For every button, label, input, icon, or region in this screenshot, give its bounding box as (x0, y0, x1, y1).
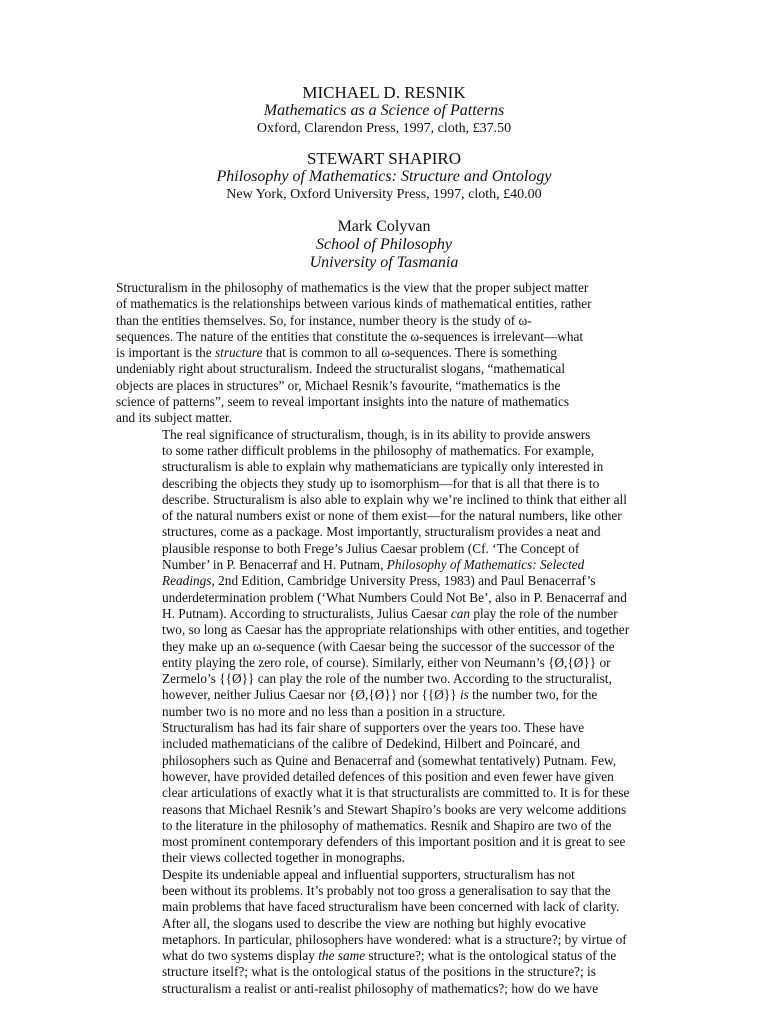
text-line: included mathematicians of the calibre of Dedekind, Hilbert and Poincaré, and (162, 736, 580, 752)
text-line: main problems that have faced structuralism have been concerned with lack of clarity. (162, 899, 620, 915)
review-body (116, 280, 658, 997)
text-line: structuralism a realist or anti-realist philosophy of mathematics?; how do we have (162, 980, 599, 996)
text-line: is important is the structure that is common to all ω-sequences. There is something (116, 345, 557, 361)
text-line: however, neither Julius Caesar nor {Ø,{Ø}} nor {{Ø}} is the number two, for the (162, 687, 598, 703)
text-line: most prominent contemporary defenders of this important position and it is great to see (162, 834, 626, 850)
text-line: structuralism is able to explain why mathematicians are typically only interested in (162, 459, 604, 475)
text-line: structures, come as a package. Most importantly, structuralism provides a neat and (162, 524, 601, 540)
text-line: structure itself?; what is the ontological status of the positions in the structure?; is (162, 964, 596, 980)
text-line: than the entities themselves. So, for instance, number theory is the study of ω- (116, 312, 532, 328)
paragraph (116, 427, 658, 720)
paragraph (116, 867, 658, 997)
text-line: of the natural numbers exist or none of them exist—for the natural numbers, like other (162, 508, 622, 524)
text-line: Structuralism has had its fair share of supporters over the years too. These have (162, 720, 585, 736)
text-line: their views collected together in monographs. (162, 850, 405, 866)
book-author: STEWART SHAPIRO (306, 149, 462, 168)
text-line: what do two systems display the same structure?; what is the ontological status of the (162, 948, 617, 964)
book-author: MICHAEL D. RESNIK (302, 83, 466, 102)
text-line: entity playing the zero role, of course). Similarly, either von Neumann’s {Ø,{Ø}} or (162, 654, 611, 670)
text-line: H. Putnam). According to structuralists, Julius Caesar can play the role of the number (162, 605, 618, 621)
text-line: Despite its undeniable appeal and influential supporters, structuralism has not (162, 866, 575, 882)
text-line: been without its problems. It’s probably not too gross a generalisation to say that the (162, 882, 611, 898)
text-line: metaphors. In particular, philosophers have wondered: what is a structure?; by virtue of (162, 931, 627, 947)
book-title: Mathematics as a Science of Patterns (263, 102, 505, 119)
reviewer-name: Mark Colyvan (337, 218, 431, 235)
book-publication: Oxford, Clarendon Press, 1997, cloth, £37.50 (256, 121, 512, 136)
text-line: undeniably right about structuralism. Indeed the structuralist slogans, “mathematical (116, 361, 566, 377)
reviewer-department: School of Philosophy (316, 236, 452, 253)
text-line: underdetermination problem (‘What Numbers Could Not Be’, also in P. Benacerraf and (162, 589, 627, 605)
text-line: and its subject matter. (116, 410, 232, 426)
text-line: The real significance of structuralism, though, is in its ability to provide answers (162, 426, 591, 442)
text-line: Readings, 2nd Edition, Cambridge University Press, 1983) and Paul Benacerraf’s (162, 573, 596, 589)
text-line: clear articulations of exactly what it is that structuralists are committed to. It is for these (162, 785, 630, 801)
reviewer-university: University of Tasmania (309, 254, 459, 271)
text-line: philosophers such as Quine and Benacerraf and (somewhat tentatively) Putnam. Few, (162, 752, 617, 768)
text-line: to some rather difficult problems in the philosophy of mathematics. For example, (162, 442, 595, 458)
reviewer-block (0, 218, 768, 272)
text-line: describing the objects they study up to isomorphism—for that is all that there is to (162, 475, 600, 491)
text-line: Structuralism in the philosophy of mathematics is the view that the proper subject matter (116, 280, 589, 295)
text-line: Number’ in P. Benacerraf and H. Putnam, Philosophy of Mathematics: Selected (162, 557, 585, 573)
book-publication: New York, Oxford University Press, 1997, cloth, £40.00 (226, 187, 542, 202)
text-line: plausible response to both Frege’s Julius Caesar problem (Cf. ‘The Concept of (162, 540, 580, 556)
text-line: reasons that Michael Resnik’s and Stewart Shapiro’s books are very welcome additions (162, 801, 627, 817)
text-line: objects are places in structures” or, Michael Resnik’s favourite, “mathematics is the (116, 377, 561, 393)
paragraph (116, 280, 658, 427)
text-line: describe. Structuralism is also able to explain why we’re inclined to think that either all (162, 491, 627, 507)
book-citation-resnik (0, 84, 768, 138)
paragraph (116, 720, 658, 867)
text-line: to the literature in the philosophy of mathematics. Resnik and Shapiro are two of the (162, 817, 612, 833)
book-citation-shapiro (0, 150, 768, 204)
text-line: of mathematics is the relationships between various kinds of mathematical entities, rather (116, 296, 592, 312)
text-line: however, have provided detailed defences of this position and even fewer have given (162, 768, 614, 784)
text-line: After all, the slogans used to describe the view are nothing but highly evocative (162, 915, 586, 931)
text-line: Zermelo’s {{Ø}} can play the role of the number two. According to the structuralist, (162, 671, 612, 687)
text-line: science of patterns”, seem to reveal important insights into the nature of mathematics (116, 394, 570, 410)
text-line: two, so long as Caesar has the appropriate relationships with other entities, and together (162, 622, 630, 638)
text-line: they make up an ω-sequence (with Caesar being the successor of the successor of the (162, 638, 615, 654)
text-line: number two is no more and no less than a position in a structure. (162, 703, 506, 719)
book-title: Philosophy of Mathematics: Structure and Ontology (216, 168, 552, 185)
text-line: sequences. The nature of the entities that constitute the ω-sequences is irrelevant—what (116, 328, 584, 344)
